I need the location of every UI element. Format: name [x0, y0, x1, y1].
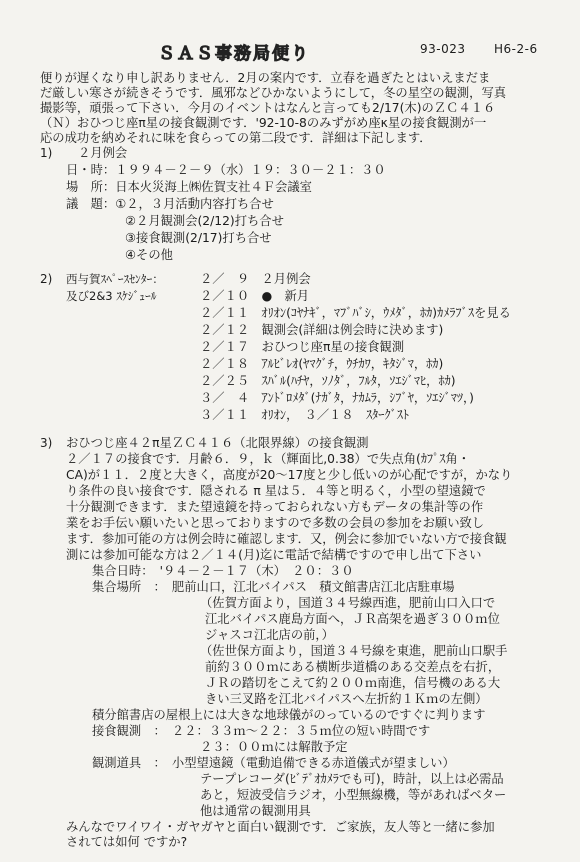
section-2-number: 2) — [40, 272, 53, 287]
schedule-label: 西与賀ｽﾍﾟｰｽｾﾝﾀｰ： — [66, 272, 164, 287]
body-line: 業をお手伝い願いたいと思っておりますので多数の会員の参加をお願い致し — [66, 516, 485, 530]
equipment-line: 観測道具 ： 小型望遠鏡（電動追備できる赤道儀式が望ましい） — [92, 756, 455, 770]
agenda-item: ④その他 — [125, 247, 173, 262]
closing-line: みんなでワイワイ・ガヤガヤと面白い観測です．ご家族，友人等と一緒に参加 — [66, 819, 495, 834]
occultation-time: 接食観測 ： ２２：３３ｍ～２２：３５ｍ位の短い時間です — [92, 724, 431, 738]
schedule-row: ２／２５ ｽﾊﾞﾙ(ﾊﾁﾔ，ｿﾉﾀﾞ，ﾌﾙﾀ，ｿｴｼﾞﾏﾋ，ﾎｶ) — [200, 374, 456, 388]
body-line: 十分観測できます．また望遠鏡を持っておられない方もデータの集計等の作 — [66, 500, 484, 514]
landmark-note: 積分館書店の屋根上には大きな地球儀がのっているのですぐに判ります — [92, 708, 486, 722]
document-header — [0, 37, 580, 63]
section-1-heading: ２月例会 — [78, 146, 128, 161]
schedule-row: ３／ ４ ｱﾝﾄﾞﾛﾒﾀﾞ(ﾅｶﾞﾀ，ﾅｶﾑﾗ，ｼﾌﾞﾔ，ｿｴｼﾞﾏﾂ，) — [200, 390, 474, 405]
schedule-row: ２／１７ おひつじ座π星の接食観測 — [200, 340, 405, 355]
section-1-number: 1) — [40, 146, 53, 161]
schedule-row: ２／１０ ● 新月 — [200, 289, 310, 304]
body-line: ２／１７の接食です．月齢６．９，ｋ（輝面比,0.38）で失点角(ｶﾌﾟｽ角・ — [66, 452, 471, 467]
equipment-line: テープレコーダ(ﾋﾞﾃﾞｵｶﾒﾗでも可)，時計，以上は必需品 — [200, 772, 504, 786]
directions-line: ＪＲの踏切をこえて約２００ｍ南進，信号機のある大 — [205, 676, 501, 690]
agenda-item: ③接食観測(2/17)打ち合せ — [125, 231, 272, 245]
directions-line: 前約３００ｍにある横断歩道橋のある交差点を右折， — [205, 660, 501, 674]
document-date: H6-2-6 — [494, 42, 538, 56]
equipment-line: あと，短波受信ラジオ，小型無線機，等があればベター — [200, 788, 507, 802]
directions-line: きい三叉路を江北バイパスへ左折約１Ｋｍの左側） — [205, 692, 488, 706]
intro-line: 便りが遅くなり申し訳ありません．2月の案内です．立春を過ぎたとはいえまだま — [40, 71, 491, 85]
meeting-datetime: 日・時：１９９４－２－９（水）１９：３０－２１：３０ — [66, 163, 386, 178]
section-3-heading: おひつじ座４２π星ＺＣ４１６（北限界線）の接食観測 — [66, 436, 369, 451]
schedule-row: ２／１８ ｱﾙﾋﾞﾚｵ(ﾔﾏｸﾞﾁ，ｳﾁｶﾜ，ｷﾀｼﾞﾏ，ﾎｶ) — [200, 357, 444, 371]
intro-line: （Ｎ）おひつじ座π星の接食観測です．'92-10-8のみずがめ座κ星の接食観測が一 — [40, 116, 487, 131]
body-line: り条件の良い接食です．隠される π 星は５．４等と明るく，小型の望遠鏡で — [66, 484, 486, 498]
directions-line: ジャスコ江北店の前，） — [205, 628, 334, 642]
schedule-row: ２／１１ ｵﾘｵﾝ(ｺﾔﾅｷﾞ，ﾏﾌﾞﾊﾞｼ，ｳﾒﾀﾞ，ﾎｶ)ｶﾒﾗﾌﾞｽを見る — [200, 306, 511, 321]
body-line: ます．参加可能の方は例会時に確認します．又，例会に参加でいない方で接食観 — [66, 532, 507, 546]
body-line: CA)が１１．２度と大きく，高度が20～17度と少し低いのが心配ですが，かなり — [66, 468, 513, 483]
agenda-item: 議 題：①２，３月活動内容打ち合せ — [66, 197, 274, 212]
intro-line: だ厳しい寒さが続きそうです．風邪などひかないようにして，冬の星空の観測，写真 — [40, 86, 507, 101]
meeting-place: 場 所：日本火災海上㈱佐賀支社４Ｆ会議室 — [66, 180, 312, 195]
directions-line: 江北バイパス鹿島方面へ，ＪＲ高架を過ぎ３００ｍ位 — [205, 612, 500, 626]
schedule-label: 及び2&3 ｽｹｼﾞｭｰﾙ — [66, 289, 157, 304]
equipment-line: 他は通常の観測用具 — [200, 804, 311, 818]
gathering-datetime: 集合日時： '９４－２－１７（木） ２０：３０ — [92, 564, 354, 578]
closing-line: されては如何 ですか? — [66, 835, 188, 849]
directions-line: （佐賀方面より，国道３４号線西進，肥前山口入口で — [200, 596, 496, 610]
gathering-place: 集合場所 ： 肥前山口，江北バイパス 積文館書店江北店駐車場 — [92, 580, 455, 594]
directions-line: （佐世保方面より，国道３４号線を東進，肥前山口駅手 — [200, 644, 508, 658]
page-title: ＳＡＳ事務局便り — [158, 44, 310, 64]
dismissal-time: ２３：００ｍには解散予定 — [200, 740, 348, 754]
intro-line: 撮影等，頑張って下さい．今月のイベントはなんと言っても2/17(木)のＺＣ４１６ — [40, 101, 496, 116]
schedule-row: ２／１２ 観測会(詳細は例会時に決めます) — [200, 323, 444, 338]
document-number: 93-023 — [420, 42, 466, 56]
body-line: 測には参加可能な方は２／１４(月)迄に電話で結構ですので申し出て下さい — [66, 548, 482, 562]
schedule-row: ３／１１ ｵﾘｵﾝ， ３／１８ ｽﾀｰｸﾞｽﾄ — [200, 407, 410, 422]
schedule-row: ２／ ９ ２月例会 — [200, 272, 311, 287]
agenda-item: ②２月観測会(2/12)打ち合せ — [125, 214, 284, 228]
intro-line: 応の成功を納めそれに味を食らっての第二段です．詳細は下記します． — [40, 131, 432, 146]
section-3-number: 3) — [40, 436, 53, 450]
